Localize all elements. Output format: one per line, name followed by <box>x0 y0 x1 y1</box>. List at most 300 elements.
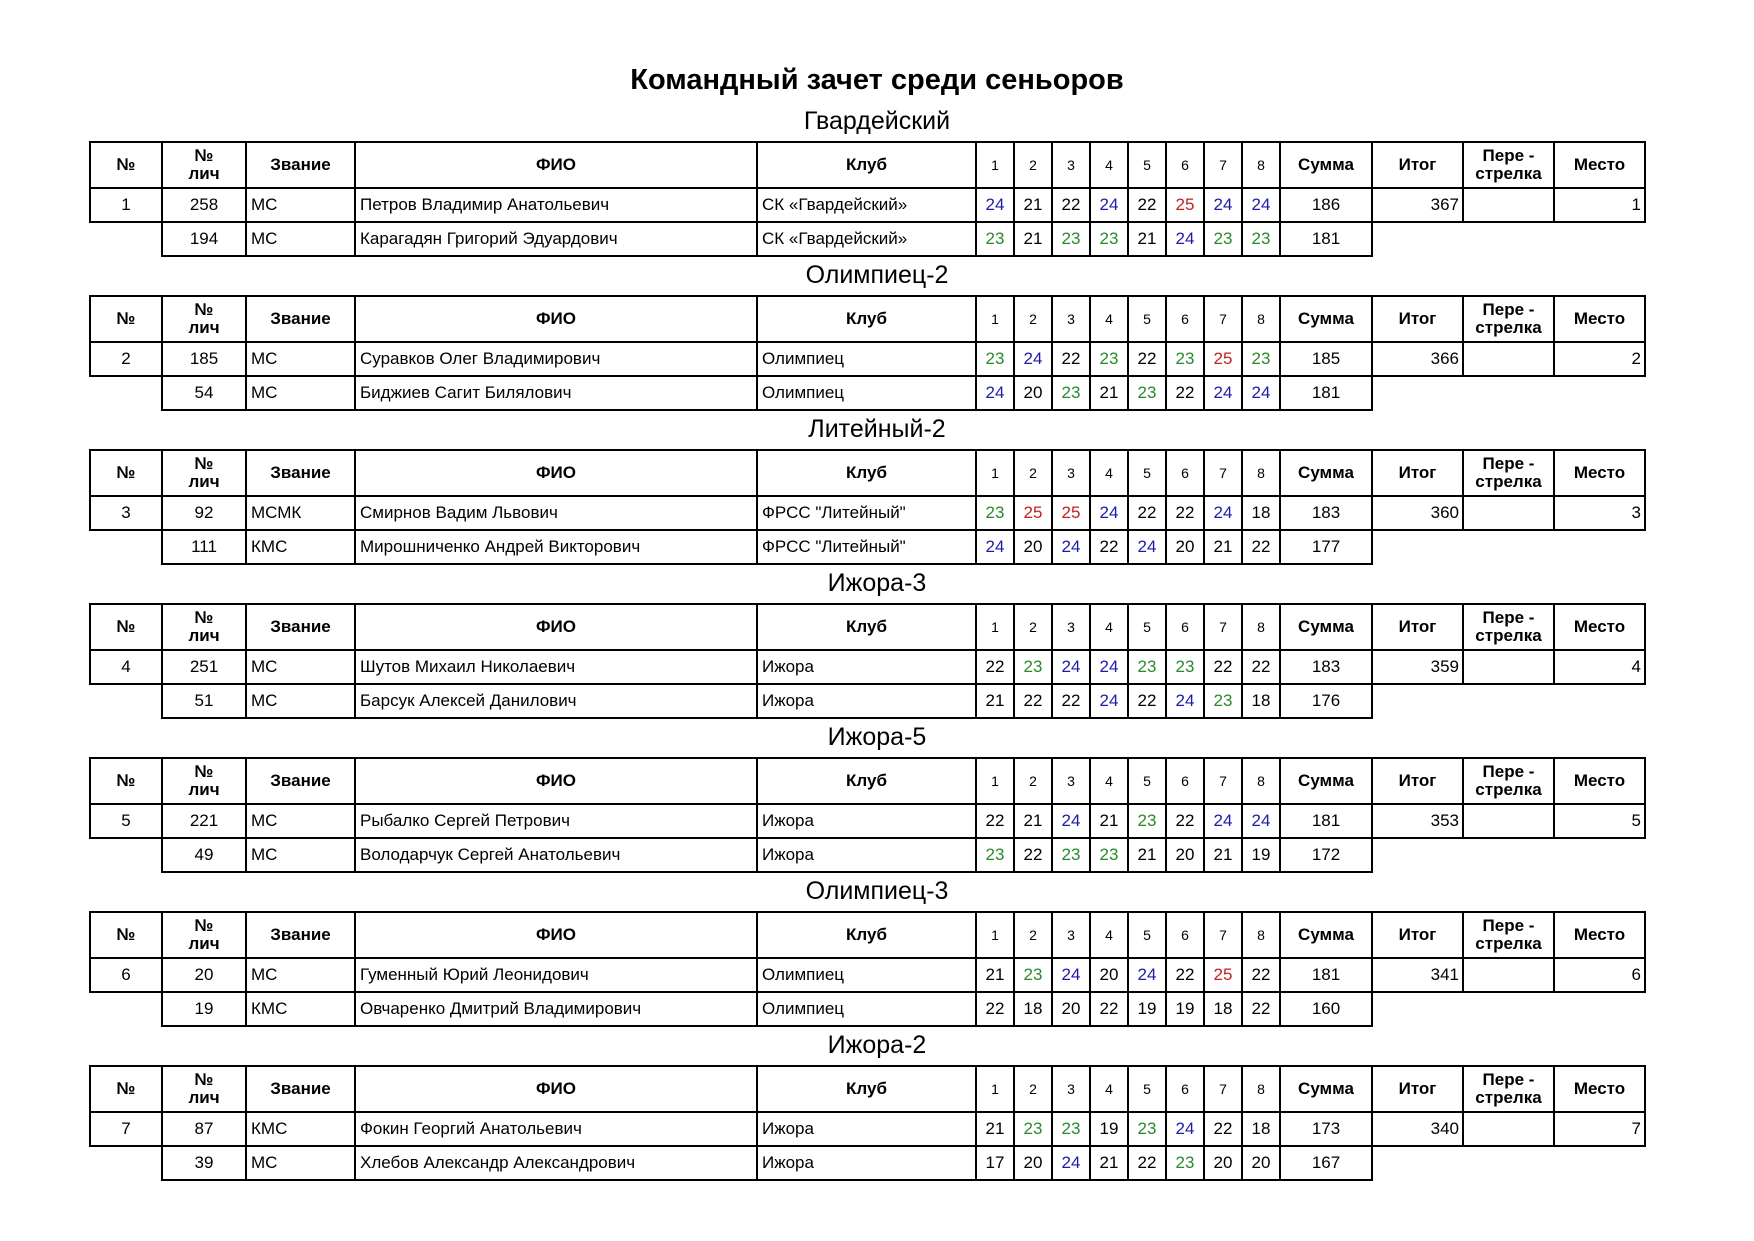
series-score: 23 <box>976 222 1014 256</box>
header-shot: 3 <box>1052 758 1090 804</box>
header-rank: Звание <box>246 758 355 804</box>
header-shot: 3 <box>1052 450 1090 496</box>
club-name: Ижора <box>757 838 976 872</box>
series-score: 21 <box>1128 222 1166 256</box>
series-score: 20 <box>1166 838 1204 872</box>
team-table <box>89 295 1646 411</box>
rank: МС <box>246 684 355 718</box>
series-score: 25 <box>1052 496 1090 530</box>
club-name: Ижора <box>757 804 976 838</box>
page-title: Командный зачет среди сеньоров <box>630 64 1124 96</box>
team-table <box>89 603 1646 719</box>
header-shot: 8 <box>1242 758 1280 804</box>
header-fio: ФИО <box>355 142 757 188</box>
series-score: 23 <box>1128 1112 1166 1146</box>
series-score: 23 <box>1242 222 1280 256</box>
team-total: 340 <box>1372 1112 1463 1146</box>
empty-cell <box>90 838 162 872</box>
table-row <box>90 188 1645 222</box>
series-score: 22 <box>976 992 1014 1026</box>
empty-cell <box>90 530 162 564</box>
series-score: 24 <box>1166 684 1204 718</box>
header-fio: ФИО <box>355 912 757 958</box>
series-score: 24 <box>1204 496 1242 530</box>
header-shot: 8 <box>1242 912 1280 958</box>
header-fio: ФИО <box>355 296 757 342</box>
team-place: 1 <box>1554 188 1645 222</box>
header-shootoff: Пере - стрелка <box>1463 1066 1554 1112</box>
header-sum: Сумма <box>1280 758 1372 804</box>
series-score: 20 <box>1014 376 1052 410</box>
series-score: 20 <box>1242 1146 1280 1180</box>
header-shootoff: Пере - стрелка <box>1463 912 1554 958</box>
team-place: 2 <box>1554 342 1645 376</box>
series-score: 23 <box>1090 838 1128 872</box>
header-pers-num: № лич <box>162 142 246 188</box>
header-shot: 2 <box>1014 758 1052 804</box>
header-sum: Сумма <box>1280 1066 1372 1112</box>
empty-cell <box>1372 530 1645 564</box>
series-score: 22 <box>1242 992 1280 1026</box>
header-shootoff: Пере - стрелка <box>1463 142 1554 188</box>
empty-cell <box>1372 1146 1645 1180</box>
header-shot: 3 <box>1052 912 1090 958</box>
header-club: Клуб <box>757 912 976 958</box>
rank: КМС <box>246 992 355 1026</box>
team-name: Ижора-5 <box>827 723 927 751</box>
sum-value: 176 <box>1280 684 1372 718</box>
header-club: Клуб <box>757 296 976 342</box>
header-sum: Сумма <box>1280 296 1372 342</box>
rank: МС <box>246 222 355 256</box>
series-score: 23 <box>1128 804 1166 838</box>
series-score: 24 <box>1242 188 1280 222</box>
header-shot: 3 <box>1052 1066 1090 1112</box>
header-shot: 6 <box>1166 296 1204 342</box>
team-total: 359 <box>1372 650 1463 684</box>
header-pers-num: № лич <box>162 296 246 342</box>
header-shot: 5 <box>1128 604 1166 650</box>
series-score: 24 <box>1166 1112 1204 1146</box>
header-club: Клуб <box>757 1066 976 1112</box>
header-shot: 4 <box>1090 912 1128 958</box>
header-rank: Звание <box>246 604 355 650</box>
rank: МС <box>246 958 355 992</box>
team-number: 6 <box>90 958 162 992</box>
series-score: 23 <box>1128 650 1166 684</box>
athlete-name: Смирнов Вадим Львович <box>355 496 757 530</box>
header-shot: 2 <box>1014 912 1052 958</box>
athlete-name: Карагадян Григорий Эдуардович <box>355 222 757 256</box>
header-total: Итог <box>1372 758 1463 804</box>
personal-number: 51 <box>162 684 246 718</box>
header-club: Клуб <box>757 604 976 650</box>
series-score: 24 <box>976 530 1014 564</box>
series-score: 22 <box>1128 342 1166 376</box>
header-row <box>90 912 1645 958</box>
club-name: Олимпиец <box>757 958 976 992</box>
series-score: 24 <box>1014 342 1052 376</box>
athlete-name: Барсук Алексей Данилович <box>355 684 757 718</box>
header-shot: 2 <box>1014 296 1052 342</box>
team-total: 360 <box>1372 496 1463 530</box>
athlete-name: Володарчук Сергей Анатольевич <box>355 838 757 872</box>
header-fio: ФИО <box>355 1066 757 1112</box>
series-score: 21 <box>1014 804 1052 838</box>
series-score: 24 <box>1090 650 1128 684</box>
sum-value: 181 <box>1280 222 1372 256</box>
series-score: 25 <box>1166 188 1204 222</box>
athlete-name: Биджиев Сагит Билялович <box>355 376 757 410</box>
header-place: Место <box>1554 142 1645 188</box>
series-score: 22 <box>1052 188 1090 222</box>
series-score: 21 <box>1014 222 1052 256</box>
table-row <box>90 1112 1645 1146</box>
header-total: Итог <box>1372 450 1463 496</box>
header-total: Итог <box>1372 1066 1463 1112</box>
series-score: 22 <box>1052 342 1090 376</box>
personal-number: 49 <box>162 838 246 872</box>
series-score: 21 <box>1204 838 1242 872</box>
header-total: Итог <box>1372 604 1463 650</box>
empty-cell <box>90 1146 162 1180</box>
rank: МС <box>246 804 355 838</box>
table-row <box>90 342 1645 376</box>
series-score: 22 <box>1166 376 1204 410</box>
club-name: ФРСС "Литейный" <box>757 496 976 530</box>
series-score: 22 <box>976 650 1014 684</box>
header-place: Место <box>1554 758 1645 804</box>
rank: МС <box>246 188 355 222</box>
empty-cell <box>90 376 162 410</box>
personal-number: 87 <box>162 1112 246 1146</box>
shootoff-value <box>1463 804 1554 838</box>
team-number: 4 <box>90 650 162 684</box>
series-score: 23 <box>1014 958 1052 992</box>
series-score: 24 <box>1090 684 1128 718</box>
series-score: 22 <box>1128 496 1166 530</box>
personal-number: 92 <box>162 496 246 530</box>
header-shot: 4 <box>1090 296 1128 342</box>
series-score: 23 <box>976 838 1014 872</box>
header-shot: 7 <box>1204 450 1242 496</box>
series-score: 24 <box>1090 188 1128 222</box>
series-score: 23 <box>976 496 1014 530</box>
sum-value: 181 <box>1280 804 1372 838</box>
series-score: 22 <box>1052 684 1090 718</box>
series-score: 22 <box>1128 188 1166 222</box>
club-name: СК «Гвардейский» <box>757 222 976 256</box>
club-name: Ижора <box>757 1146 976 1180</box>
team-number: 5 <box>90 804 162 838</box>
series-score: 22 <box>976 804 1014 838</box>
personal-number: 111 <box>162 530 246 564</box>
header-shot: 1 <box>976 758 1014 804</box>
sum-value: 183 <box>1280 650 1372 684</box>
rank: МСМК <box>246 496 355 530</box>
header-rank: Звание <box>246 142 355 188</box>
header-shot: 1 <box>976 296 1014 342</box>
shootoff-value <box>1463 188 1554 222</box>
header-sum: Сумма <box>1280 450 1372 496</box>
series-score: 24 <box>1052 1146 1090 1180</box>
team-place: 4 <box>1554 650 1645 684</box>
team-name: Гвардейский <box>803 107 951 135</box>
header-shot: 7 <box>1204 912 1242 958</box>
header-row <box>90 296 1645 342</box>
empty-cell <box>1372 838 1645 872</box>
header-shot: 1 <box>976 450 1014 496</box>
header-place: Место <box>1554 450 1645 496</box>
header-rank: Звание <box>246 450 355 496</box>
team-name: Литейный-2 <box>808 415 946 443</box>
header-row <box>90 450 1645 496</box>
team-table <box>89 757 1646 873</box>
shootoff-value <box>1463 496 1554 530</box>
header-row <box>90 758 1645 804</box>
rank: МС <box>246 838 355 872</box>
header-shot: 5 <box>1128 296 1166 342</box>
rank: КМС <box>246 530 355 564</box>
sum-value: 183 <box>1280 496 1372 530</box>
header-shot: 2 <box>1014 450 1052 496</box>
team-number: 2 <box>90 342 162 376</box>
series-score: 22 <box>1128 684 1166 718</box>
series-score: 22 <box>1090 992 1128 1026</box>
header-rank: Звание <box>246 912 355 958</box>
series-score: 23 <box>1014 1112 1052 1146</box>
series-score: 20 <box>1166 530 1204 564</box>
sum-value: 173 <box>1280 1112 1372 1146</box>
series-score: 18 <box>1204 992 1242 1026</box>
header-shot: 3 <box>1052 296 1090 342</box>
series-score: 23 <box>1052 1112 1090 1146</box>
empty-cell <box>90 684 162 718</box>
series-score: 23 <box>1090 342 1128 376</box>
header-pers-num: № лич <box>162 450 246 496</box>
series-score: 20 <box>1204 1146 1242 1180</box>
personal-number: 54 <box>162 376 246 410</box>
series-score: 24 <box>1204 804 1242 838</box>
team-place: 5 <box>1554 804 1645 838</box>
header-shot: 6 <box>1166 450 1204 496</box>
series-score: 24 <box>1128 958 1166 992</box>
header-shot: 4 <box>1090 142 1128 188</box>
series-score: 22 <box>1014 684 1052 718</box>
series-score: 21 <box>976 1112 1014 1146</box>
series-score: 17 <box>976 1146 1014 1180</box>
series-score: 24 <box>1128 530 1166 564</box>
header-shot: 7 <box>1204 1066 1242 1112</box>
series-score: 24 <box>1242 804 1280 838</box>
header-shot: 5 <box>1128 142 1166 188</box>
athlete-name: Фокин Георгий Анатольевич <box>355 1112 757 1146</box>
team-total: 366 <box>1372 342 1463 376</box>
empty-cell <box>1372 376 1645 410</box>
team-total: 367 <box>1372 188 1463 222</box>
personal-number: 20 <box>162 958 246 992</box>
header-shot: 4 <box>1090 1066 1128 1112</box>
series-score: 20 <box>1014 530 1052 564</box>
series-score: 21 <box>1090 804 1128 838</box>
series-score: 22 <box>1128 1146 1166 1180</box>
header-shot: 4 <box>1090 758 1128 804</box>
series-score: 23 <box>1204 684 1242 718</box>
header-shootoff: Пере - стрелка <box>1463 296 1554 342</box>
header-shot: 7 <box>1204 142 1242 188</box>
header-place: Место <box>1554 604 1645 650</box>
series-score: 22 <box>1166 804 1204 838</box>
series-score: 24 <box>1166 222 1204 256</box>
series-score: 25 <box>1204 342 1242 376</box>
table-row <box>90 530 1645 564</box>
club-name: СК «Гвардейский» <box>757 188 976 222</box>
series-score: 24 <box>1204 188 1242 222</box>
sum-value: 181 <box>1280 958 1372 992</box>
header-fio: ФИО <box>355 604 757 650</box>
team-name: Олимпиец-3 <box>805 877 949 905</box>
series-score: 19 <box>1090 1112 1128 1146</box>
team-table <box>89 1065 1646 1181</box>
series-score: 21 <box>1128 838 1166 872</box>
club-name: Олимпиец <box>757 992 976 1026</box>
series-score: 23 <box>1166 342 1204 376</box>
table-row <box>90 684 1645 718</box>
header-shot: 2 <box>1014 1066 1052 1112</box>
athlete-name: Овчаренко Дмитрий Владимирович <box>355 992 757 1026</box>
sum-value: 186 <box>1280 188 1372 222</box>
header-sum: Сумма <box>1280 142 1372 188</box>
personal-number: 221 <box>162 804 246 838</box>
series-score: 23 <box>1090 222 1128 256</box>
header-shot: 7 <box>1204 758 1242 804</box>
series-score: 20 <box>1090 958 1128 992</box>
series-score: 19 <box>1128 992 1166 1026</box>
empty-cell <box>90 222 162 256</box>
header-shot: 6 <box>1166 142 1204 188</box>
table-row <box>90 650 1645 684</box>
athlete-name: Хлебов Александр Александрович <box>355 1146 757 1180</box>
empty-cell <box>1372 992 1645 1026</box>
header-total: Итог <box>1372 296 1463 342</box>
series-score: 21 <box>1090 1146 1128 1180</box>
club-name: Ижора <box>757 684 976 718</box>
series-score: 22 <box>1014 838 1052 872</box>
team-table <box>89 911 1646 1027</box>
personal-number: 258 <box>162 188 246 222</box>
header-row <box>90 1066 1645 1112</box>
series-score: 18 <box>1242 496 1280 530</box>
series-score: 23 <box>1128 376 1166 410</box>
series-score: 19 <box>1166 992 1204 1026</box>
header-shot: 5 <box>1128 912 1166 958</box>
shootoff-value <box>1463 1112 1554 1146</box>
header-shot: 6 <box>1166 912 1204 958</box>
header-shot: 1 <box>976 604 1014 650</box>
table-row <box>90 222 1645 256</box>
header-club: Клуб <box>757 758 976 804</box>
table-row <box>90 1146 1645 1180</box>
header-num: № <box>90 450 162 496</box>
series-score: 22 <box>1204 1112 1242 1146</box>
header-shot: 8 <box>1242 604 1280 650</box>
personal-number: 251 <box>162 650 246 684</box>
series-score: 24 <box>976 376 1014 410</box>
series-score: 21 <box>1204 530 1242 564</box>
header-row <box>90 142 1645 188</box>
series-score: 22 <box>1242 530 1280 564</box>
header-pers-num: № лич <box>162 758 246 804</box>
club-name: Ижора <box>757 650 976 684</box>
rank: КМС <box>246 1112 355 1146</box>
table-row <box>90 838 1645 872</box>
rank: МС <box>246 650 355 684</box>
header-shot: 6 <box>1166 758 1204 804</box>
series-score: 23 <box>1166 650 1204 684</box>
sum-value: 181 <box>1280 376 1372 410</box>
series-score: 23 <box>1166 1146 1204 1180</box>
shootoff-value <box>1463 958 1554 992</box>
personal-number: 19 <box>162 992 246 1026</box>
header-shot: 6 <box>1166 604 1204 650</box>
sum-value: 185 <box>1280 342 1372 376</box>
team-name: Ижора-3 <box>827 569 927 597</box>
series-score: 23 <box>1052 838 1090 872</box>
team-number: 1 <box>90 188 162 222</box>
table-row <box>90 496 1645 530</box>
series-score: 24 <box>1090 496 1128 530</box>
header-shot: 3 <box>1052 142 1090 188</box>
shootoff-value <box>1463 342 1554 376</box>
header-club: Клуб <box>757 450 976 496</box>
personal-number: 194 <box>162 222 246 256</box>
rank: МС <box>246 376 355 410</box>
header-place: Место <box>1554 296 1645 342</box>
sum-value: 172 <box>1280 838 1372 872</box>
athlete-name: Суравков Олег Владимирович <box>355 342 757 376</box>
personal-number: 185 <box>162 342 246 376</box>
header-rank: Звание <box>246 1066 355 1112</box>
athlete-name: Петров Владимир Анатольевич <box>355 188 757 222</box>
header-rank: Звание <box>246 296 355 342</box>
header-total: Итог <box>1372 142 1463 188</box>
header-fio: ФИО <box>355 758 757 804</box>
team-place: 6 <box>1554 958 1645 992</box>
series-score: 22 <box>1166 496 1204 530</box>
series-score: 23 <box>1014 650 1052 684</box>
table-row <box>90 804 1645 838</box>
header-shot: 8 <box>1242 142 1280 188</box>
series-score: 22 <box>1204 650 1242 684</box>
series-score: 23 <box>1052 222 1090 256</box>
header-num: № <box>90 142 162 188</box>
header-num: № <box>90 1066 162 1112</box>
series-score: 21 <box>1014 188 1052 222</box>
header-shot: 5 <box>1128 1066 1166 1112</box>
series-score: 24 <box>1052 650 1090 684</box>
rank: МС <box>246 1146 355 1180</box>
club-name: Ижора <box>757 1112 976 1146</box>
header-num: № <box>90 912 162 958</box>
series-score: 19 <box>1242 838 1280 872</box>
team-total: 353 <box>1372 804 1463 838</box>
header-total: Итог <box>1372 912 1463 958</box>
series-score: 18 <box>1242 684 1280 718</box>
team-place: 3 <box>1554 496 1645 530</box>
header-shot: 5 <box>1128 450 1166 496</box>
header-shot: 1 <box>976 1066 1014 1112</box>
header-shot: 5 <box>1128 758 1166 804</box>
